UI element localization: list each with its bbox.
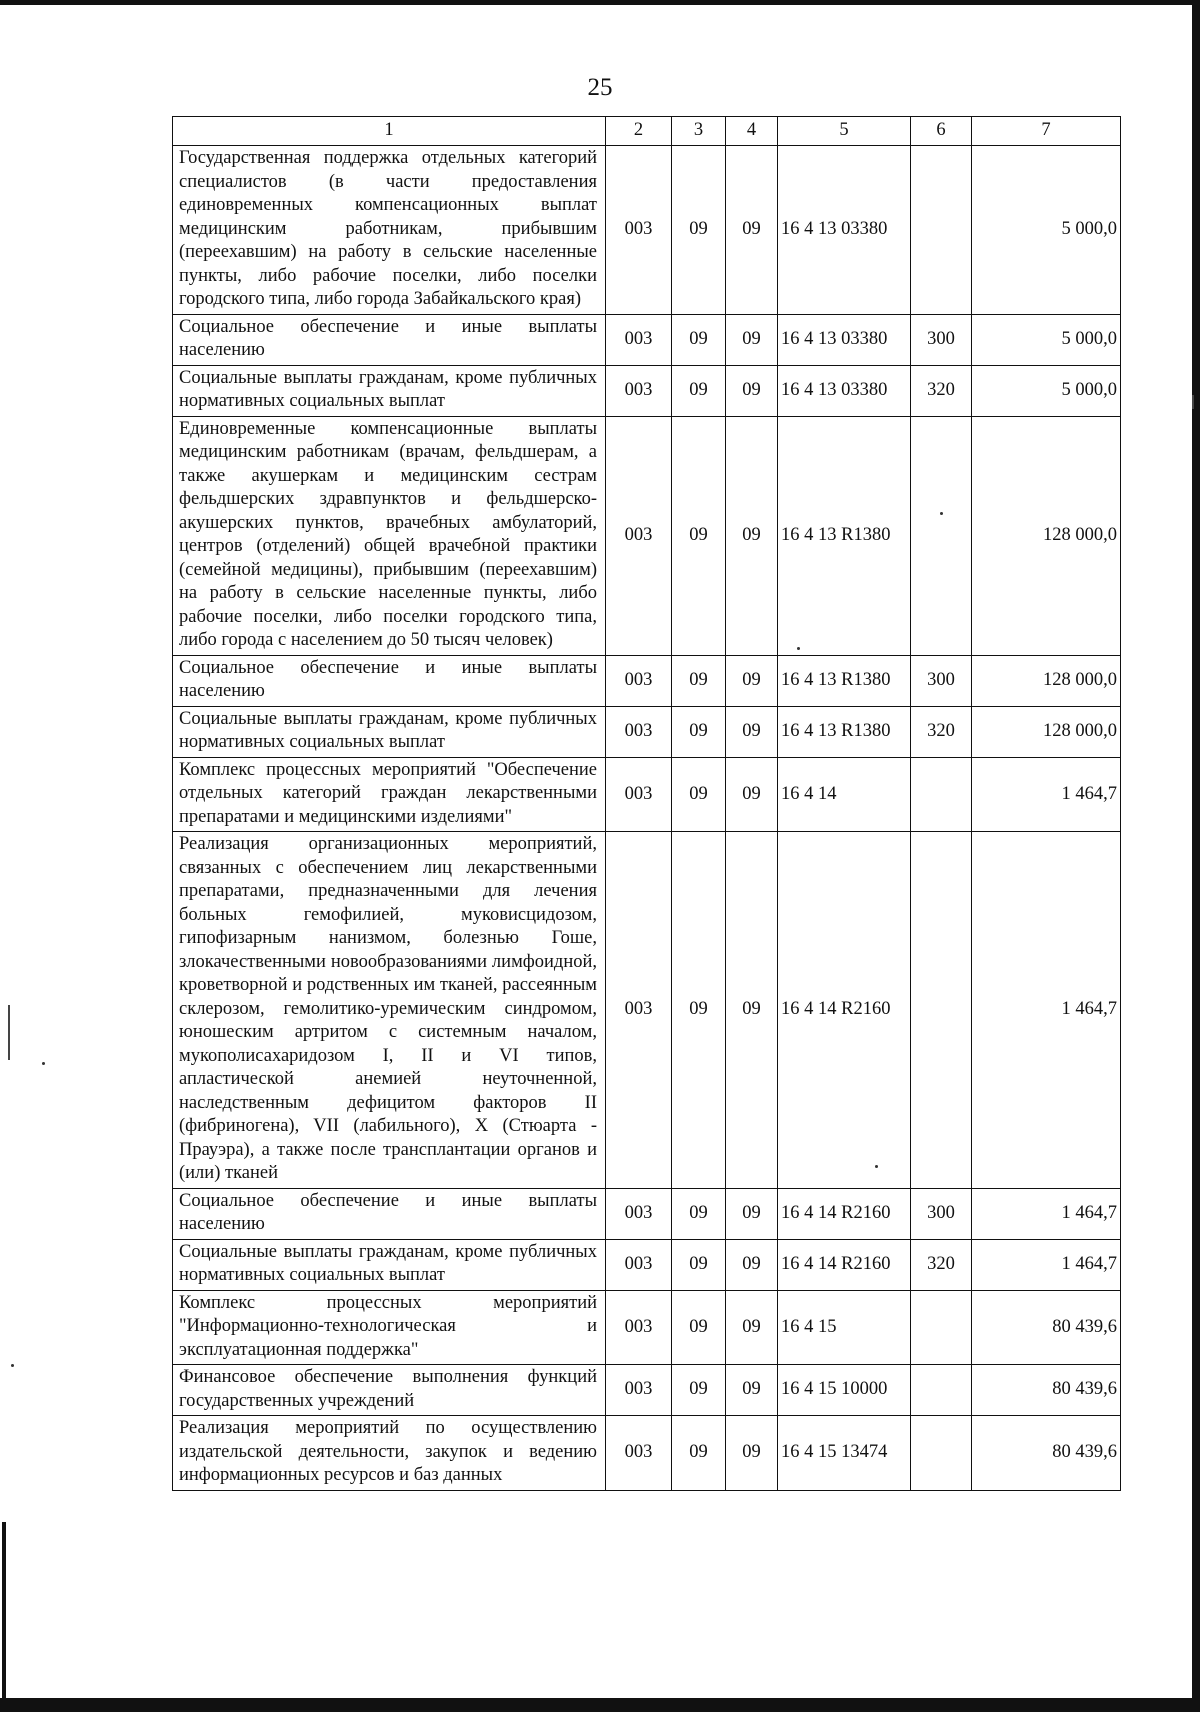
column-header: 4: [726, 117, 778, 146]
row-expense-type: 320: [911, 365, 972, 416]
column-header: 3: [672, 117, 726, 146]
column-header: 2: [606, 117, 672, 146]
row-section: 09: [672, 146, 726, 315]
row-name: Государственная поддержка отдельных категорий специалистов (в части предоставления единовременных компенсационных выплат медицинским работникам, прибывшим (переехавшим) на работу в сельские населенные пункты, либо рабочие поселки, либо поселки городского типа, либо города Забайкальского края): [173, 146, 606, 315]
row-subsection: 09: [726, 832, 778, 1189]
row-expense-type: 300: [911, 1188, 972, 1239]
row-name: Комплекс процессных мероприятий "Информационно-технологическая и эксплуатационная поддержка": [173, 1290, 606, 1365]
row-target-article: 16 4 14 R2160: [778, 1239, 911, 1290]
row-grbs: 003: [606, 1365, 672, 1416]
row-subsection: 09: [726, 1416, 778, 1491]
column-header: 6: [911, 117, 972, 146]
row-grbs: 003: [606, 757, 672, 832]
row-target-article: 16 4 15: [778, 1290, 911, 1365]
row-subsection: 09: [726, 757, 778, 832]
row-subsection: 09: [726, 1188, 778, 1239]
row-target-article: 16 4 14 R2160: [778, 1188, 911, 1239]
scan-border-right: [1192, 0, 1200, 1712]
row-expense-type: 320: [911, 1239, 972, 1290]
row-expense-type: [911, 832, 972, 1189]
row-section: 09: [672, 1290, 726, 1365]
row-sum: 1 464,7: [972, 832, 1121, 1189]
row-sum: 1 464,7: [972, 1188, 1121, 1239]
table-row: [173, 365, 1121, 416]
table-row: [173, 757, 1121, 832]
budget-table: [172, 116, 1121, 1491]
table-row: [173, 655, 1121, 706]
row-grbs: 003: [606, 314, 672, 365]
table-row: [173, 1239, 1121, 1290]
row-target-article: 16 4 15 13474: [778, 1416, 911, 1491]
row-grbs: 003: [606, 1239, 672, 1290]
row-sum: 128 000,0: [972, 706, 1121, 757]
scan-border-bottom: [0, 1698, 1200, 1712]
row-name: Социальное обеспечение и иные выплаты населению: [173, 655, 606, 706]
row-subsection: 09: [726, 314, 778, 365]
row-name: Комплекс процессных мероприятий "Обеспечение отдельных категорий граждан лекарственными препаратами и медицинскими изделиями": [173, 757, 606, 832]
row-target-article: 16 4 13 R1380: [778, 655, 911, 706]
row-expense-type: [911, 1365, 972, 1416]
row-target-article: 16 4 13 03380: [778, 146, 911, 315]
row-name: Реализация мероприятий по осуществлению издательской деятельности, закупок и ведению информационных ресурсов и баз данных: [173, 1416, 606, 1491]
row-target-article: 16 4 13 R1380: [778, 416, 911, 655]
row-sum: 80 439,6: [972, 1416, 1121, 1491]
row-subsection: 09: [726, 365, 778, 416]
row-grbs: 003: [606, 146, 672, 315]
row-section: 09: [672, 655, 726, 706]
row-name: Единовременные компенсационные выплаты медицинским работникам (врачам, фельдшерам, а также акушеркам и медицинским сестрам фельдшерских здравпунктов и фельдшерско-акушерских пунктов, врачебных амбулаторий, центров (отделений) общей врачебной практики (семейной медицины), прибывшим (переехавшим) на работу в сельские населенные пункты, либо рабочие поселки, либо поселки городского типа, либо города с населением до 50 тысяч человек): [173, 416, 606, 655]
page-number: 25: [587, 74, 613, 101]
row-sum: 128 000,0: [972, 655, 1121, 706]
row-expense-type: [911, 146, 972, 315]
scan-artifact-dot: [42, 1062, 45, 1065]
row-target-article: 16 4 14 R2160: [778, 832, 911, 1189]
table-header-row: [173, 117, 1121, 146]
row-target-article: 16 4 13 R1380: [778, 706, 911, 757]
row-target-article: 16 4 15 10000: [778, 1365, 911, 1416]
row-sum: 128 000,0: [972, 416, 1121, 655]
row-grbs: 003: [606, 416, 672, 655]
row-expense-type: [911, 757, 972, 832]
row-target-article: 16 4 13 03380: [778, 314, 911, 365]
scan-border-top: [0, 0, 1200, 5]
row-section: 09: [672, 416, 726, 655]
table-row: [173, 832, 1121, 1189]
scan-border-left-mark: [2, 1522, 6, 1698]
scan-artifact-mark: [8, 1005, 10, 1060]
row-name: Социальные выплаты гражданам, кроме публичных нормативных социальных выплат: [173, 365, 606, 416]
row-name: Финансовое обеспечение выполнения функций государственных учреждений: [173, 1365, 606, 1416]
row-grbs: 003: [606, 655, 672, 706]
scan-artifact-mark: [1192, 395, 1194, 409]
row-section: 09: [672, 706, 726, 757]
table-row: [173, 146, 1121, 315]
column-header: 1: [173, 117, 606, 146]
table-row: [173, 1290, 1121, 1365]
row-name: Социальное обеспечение и иные выплаты населению: [173, 314, 606, 365]
row-subsection: 09: [726, 416, 778, 655]
row-grbs: 003: [606, 832, 672, 1189]
row-expense-type: 300: [911, 314, 972, 365]
row-subsection: 09: [726, 146, 778, 315]
row-grbs: 003: [606, 1188, 672, 1239]
table-row: [173, 416, 1121, 655]
row-target-article: 16 4 13 03380: [778, 365, 911, 416]
row-expense-type: [911, 1290, 972, 1365]
row-section: 09: [672, 1365, 726, 1416]
row-grbs: 003: [606, 365, 672, 416]
row-sum: 5 000,0: [972, 314, 1121, 365]
row-section: 09: [672, 1188, 726, 1239]
row-expense-type: 320: [911, 706, 972, 757]
row-section: 09: [672, 365, 726, 416]
column-header: 7: [972, 117, 1121, 146]
row-name: Социальные выплаты гражданам, кроме публичных нормативных социальных выплат: [173, 1239, 606, 1290]
row-expense-type: [911, 1416, 972, 1491]
row-sum: 5 000,0: [972, 146, 1121, 315]
row-sum: 5 000,0: [972, 365, 1121, 416]
row-grbs: 003: [606, 706, 672, 757]
row-subsection: 09: [726, 1365, 778, 1416]
table-row: [173, 706, 1121, 757]
row-subsection: 09: [726, 1290, 778, 1365]
row-grbs: 003: [606, 1416, 672, 1491]
row-subsection: 09: [726, 655, 778, 706]
row-name: Реализация организационных мероприятий, связанных с обеспечением лиц лекарственными препаратами, предназначенными для лечения больных гемофилией, муковисцидозом, гипофизарным нанизмом, болезнью Гоше, злокачественными новообразованиями лимфоидной, кроветворной и родственных им тканей, рассеянным склерозом, гемолитико-уремическим синдромом, юношеским артритом с системным началом, мукополисахаридозом I, II и VI типов, апластической анемией неуточненной, наследственным дефицитом факторов II (фибриногена), VII (лабильного), X (Стюарта - Прауэра), а также после трансплантации органов и (или) тканей: [173, 832, 606, 1189]
table-row: [173, 1416, 1121, 1491]
table-row: [173, 314, 1121, 365]
table-row: [173, 1365, 1121, 1416]
table-row: [173, 1188, 1121, 1239]
row-subsection: 09: [726, 1239, 778, 1290]
row-grbs: 003: [606, 1290, 672, 1365]
row-sum: 80 439,6: [972, 1290, 1121, 1365]
row-section: 09: [672, 314, 726, 365]
row-sum: 1 464,7: [972, 1239, 1121, 1290]
row-section: 09: [672, 757, 726, 832]
row-expense-type: 300: [911, 655, 972, 706]
row-target-article: 16 4 14: [778, 757, 911, 832]
row-sum: 1 464,7: [972, 757, 1121, 832]
row-name: Социальное обеспечение и иные выплаты населению: [173, 1188, 606, 1239]
column-header: 5: [778, 117, 911, 146]
row-sum: 80 439,6: [972, 1365, 1121, 1416]
row-subsection: 09: [726, 706, 778, 757]
row-section: 09: [672, 832, 726, 1189]
row-section: 09: [672, 1416, 726, 1491]
row-name: Социальные выплаты гражданам, кроме публичных нормативных социальных выплат: [173, 706, 606, 757]
scan-artifact-dot: [11, 1364, 14, 1367]
row-expense-type: [911, 416, 972, 655]
row-section: 09: [672, 1239, 726, 1290]
